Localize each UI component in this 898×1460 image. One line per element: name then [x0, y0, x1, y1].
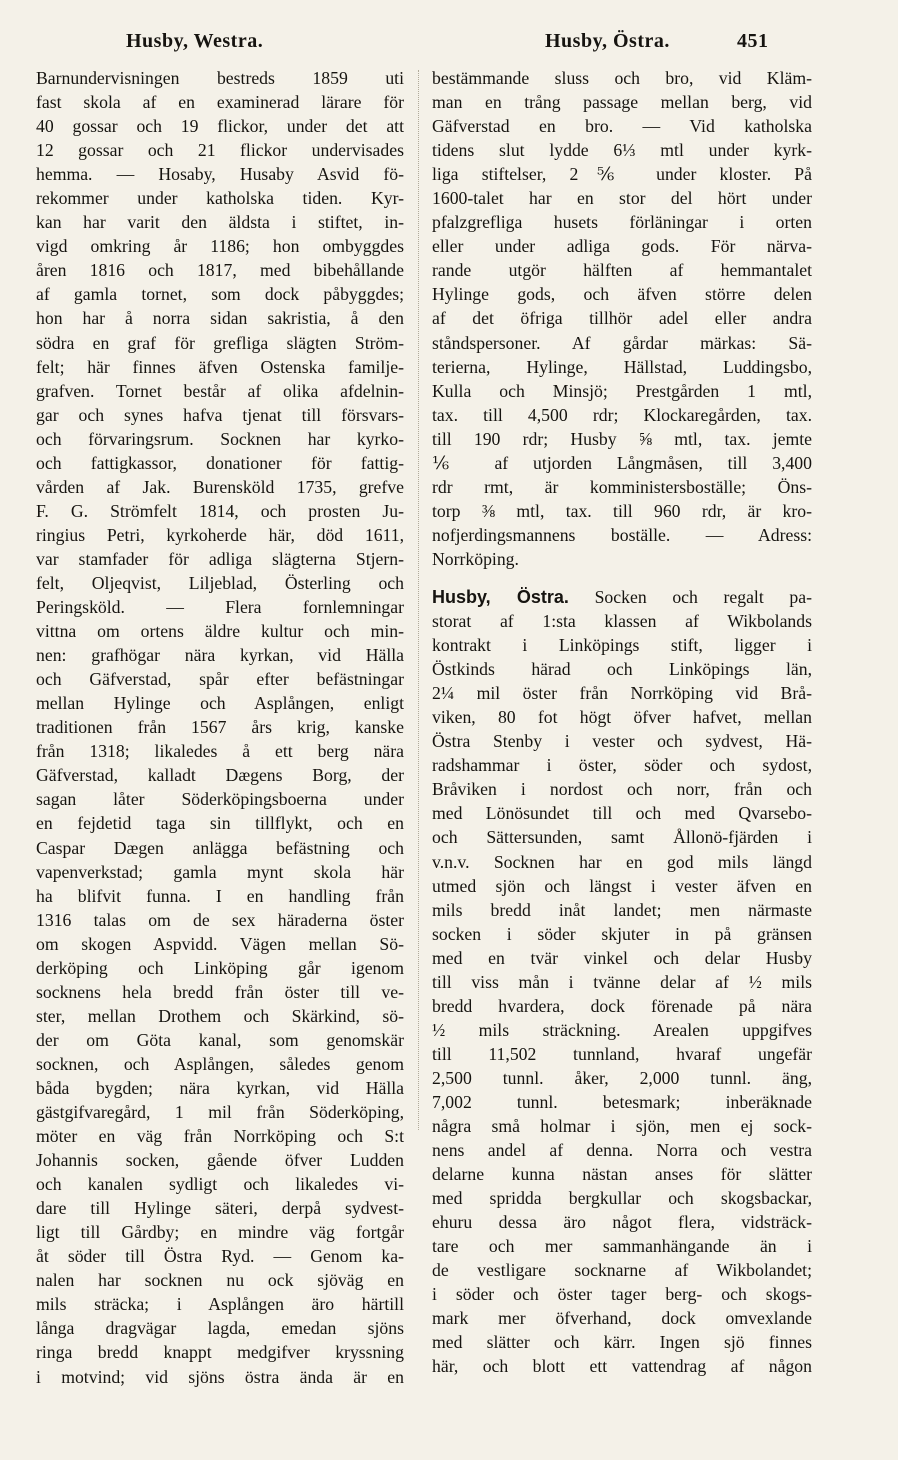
text-line: rande utgör hälften af hemmantalet [432, 260, 812, 281]
text-line: vigd omkring år 1186; hon ombyggdes [36, 236, 404, 257]
right-column-top-text [432, 66, 812, 571]
text-line: till viss mån i tvänne delar af ½ mils [432, 971, 812, 992]
right-column-bottom-text [432, 609, 812, 1379]
text-line: till 11,502 tunnland, hvaraf ungefär [432, 1043, 812, 1064]
text-line: Hylinge gods, och äfven större delen [432, 284, 812, 305]
text-line: Kulla och Minsjö; Prestgården 1 mtl, [432, 380, 812, 401]
text-line: tidens slut lydde 6⅓ mtl under kyrk- [432, 140, 812, 161]
text-line: dare till Hylinge säteri, derpå sydvest- [36, 1198, 404, 1219]
section-first-line-text: Socken och regalt pa- [594, 586, 812, 607]
text-line: ståndspersoner. Af gårdar märkas: Sä- [432, 332, 812, 353]
text-line: till 190 rdr; Husby ⅝ mtl, tax. jemte [432, 428, 812, 449]
text-line: rekommer under katholska tiden. Kyr- [36, 188, 404, 209]
text-line: F. G. Strömfelt 1814, och prosten Ju- [36, 500, 404, 521]
text-line: en fejdetid taga sin tillflykt, och en [36, 813, 404, 834]
text-line: man en trång passage mellan berg, vid [432, 92, 812, 113]
section-heading: Husby, Östra. [432, 586, 569, 607]
text-line: ster, mellan Drothem och Skärkind, sö- [36, 1005, 404, 1026]
text-line: ½ mils sträckning. Arealen uppgifves [432, 1019, 812, 1040]
text-line: vården af Jak. Burensköld 1735, grefve [36, 476, 404, 497]
text-line: och förvaringsrum. Socknen har kyrko- [36, 428, 404, 449]
text-line: traditionen från 1567 års krig, kanske [36, 717, 404, 738]
text-line: med en tvär vinkel och delar Husby [432, 947, 812, 968]
text-line: i söder och öster tager berg- och skogs- [432, 1284, 812, 1305]
text-line: var stamfader för adliga slägterna Stjern- [36, 548, 404, 569]
text-line: och kanalen sydligt och likaledes vi- [36, 1174, 404, 1195]
text-line: Johannis socken, gående öfver Ludden [36, 1150, 404, 1171]
text-line: 2,500 tunnl. åker, 2,000 tunnl. äng, [432, 1067, 812, 1088]
text-line: möter en väg från Norrköping och S:t [36, 1126, 404, 1147]
text-line: hon har å norra sidan sakristia, å den [36, 308, 404, 329]
text-line: 1600-talet har en stor del hört under [432, 188, 812, 209]
text-line: rdr rmt, är komministersboställe; Öns- [432, 476, 812, 497]
text-line: ringa bredd knappt medgifver kryssning [36, 1342, 404, 1363]
text-line: Bråviken i nordost och norr, från och [432, 779, 812, 800]
text-line: nofjerdingsmannens boställe. — Adress: [432, 524, 812, 545]
text-line: ringius Petri, kyrkoherde här, död 1611, [36, 524, 404, 545]
text-line: socknen, och Asplången, således genom [36, 1053, 404, 1074]
text-line: ligt till Gårdby; en mindre väg fortgår [36, 1222, 404, 1243]
text-line: bestämmande sluss och bro, vid Kläm- [432, 68, 812, 88]
running-header [0, 30, 898, 60]
header-left-title: Husby, Westra. [126, 30, 264, 52]
text-line: de vestligare socknarne af Wikbolandet; [432, 1260, 812, 1281]
text-line: med slätter och kärr. Ingen sjö finnes [432, 1332, 812, 1353]
text-line: tax. till 4,500 rdr; Klockaregården, tax. [432, 404, 812, 425]
text-line: 7,002 tunnl. betesmark; inberäknade [432, 1091, 812, 1112]
text-line: eller under adliga gods. För närva- [432, 236, 812, 257]
text-line: södra en graf för grefliga slägten Ström- [36, 332, 404, 353]
text-line: Barnundervisningen bestreds 1859 uti [36, 68, 404, 88]
text-line: åren 1816 och 1817, med bibehållande [36, 260, 404, 281]
text-line: båda bygden; nära kyrkan, vid Hälla [36, 1077, 404, 1098]
text-line: med Lönösundet till och med Qvarsebo- [432, 803, 812, 824]
text-line: 1316 talas om de sex häraderna öster [36, 909, 404, 930]
text-line: Östra Stenby i vester och sydvest, Hä- [432, 731, 812, 752]
text-line: Gäfverstad en bro. — Vid katholska [432, 116, 812, 137]
text-line: ha blifvit funna. I en handling från [36, 885, 404, 906]
text-line: v.n.v. Socknen har en god mils längd [432, 851, 812, 872]
text-line: Gäfverstad, kalladt Dægens Borg, der [36, 765, 404, 786]
text-line: 12 gossar och 21 flickor undervisades [36, 140, 404, 161]
text-line: sagan låter Söderköpingsboerna under [36, 789, 404, 810]
text-line: 2¼ mil öster från Norrköping vid Brå- [432, 683, 812, 704]
text-line: pfalzgrefliga husets förläningar i orten [432, 212, 812, 233]
text-line: socknens hela bredd från öster till ve- [36, 981, 404, 1002]
text-line: här, och blott ett vattendrag af någon [432, 1356, 812, 1377]
left-column [36, 66, 404, 1389]
text-line: terierna, Hylinge, Hällstad, Luddingsbo, [432, 356, 812, 377]
text-line: felt; här finnes äfven Ostenska familje- [36, 356, 404, 377]
text-line: några små holmar i sjön, men ej sock- [432, 1116, 812, 1137]
text-line: tare och mer sammanhängande än i [432, 1236, 812, 1257]
text-line: mellan Hylinge och Asplången, enligt [36, 693, 404, 714]
text-line: långa dragvägar lagda, emedan sjöns [36, 1318, 404, 1339]
text-line: om skogen Aspvidd. Vägen mellan Sö- [36, 933, 404, 954]
text-line: nen: grafhögar nära kyrkan, vid Hälla [36, 645, 404, 666]
text-line: hemma. — Hosaby, Husaby Asvid fö- [36, 164, 404, 185]
text-line: åt söder till Östra Ryd. — Genom ka- [36, 1246, 404, 1267]
section-first-line [432, 585, 812, 609]
text-line: Norrköping. [432, 548, 519, 569]
text-line: af det öfriga tillhör adel eller andra [432, 308, 812, 329]
text-line: nalen har socknen nu ock sjöväg en [36, 1270, 404, 1291]
section-gap [432, 571, 812, 585]
text-line: vapenverkstad; gamla mynt skola här [36, 861, 404, 882]
text-line: socken i söder skjuter in på gränsen [432, 923, 812, 944]
text-line: 40 gossar och 19 flickor, under det att [36, 116, 404, 137]
text-line: storat af 1:sta klassen af Wikbolands [432, 611, 812, 632]
page-number: 451 [737, 30, 769, 52]
text-line: och Gäfverstad, spår efter befästningar [36, 669, 404, 690]
text-line: ehuru dessa äro något flera, vidsträck- [432, 1212, 812, 1233]
text-line: felt, Oljeqvist, Liljeblad, Österling och [36, 572, 404, 593]
text-line: vittna om ortens äldre kultur och min- [36, 621, 404, 642]
text-line: och fattigkassor, donationer för fattig- [36, 452, 404, 473]
text-line: derköping och Linköping går igenom [36, 957, 404, 978]
text-line: gästgifvaregård, 1 mil från Söderköping, [36, 1102, 404, 1123]
text-line: fast skola af en examinerad lärare för [36, 92, 404, 113]
text-line: grafven. Tornet består af olika afdelnin- [36, 380, 404, 401]
text-line: mils bredd inåt landet; men närmaste [432, 899, 812, 920]
text-line: från 1318; likaledes å ett berg nära [36, 741, 404, 762]
text-line: och Sättersunden, samt Ållonö-fjärden i [432, 827, 812, 848]
text-line: nens andel af denna. Norra och vestra [432, 1140, 812, 1161]
text-line: liga stiftelser, 2⅚ under kloster. På [432, 164, 812, 185]
text-line: gar och synes hafva tjenat till försvars- [36, 404, 404, 425]
text-line: mils sträcka; i Asplången äro härtill [36, 1294, 404, 1315]
header-right-title: Husby, Östra. [545, 30, 670, 52]
text-line: mark mer öfverhand, dock omvexlande [432, 1308, 812, 1329]
text-line: torp ⅜ mtl, tax. till 960 rdr, är kro- [432, 500, 812, 521]
text-line: ⅙ af utjorden Långmåsen, till 3,400 [432, 452, 812, 473]
text-line: delarne kunna nästan anses för slätter [432, 1164, 812, 1185]
text-line: utmed sjön och längst i vester äfven en [432, 875, 812, 896]
text-line: radshammar i öster, söder och sydost, [432, 755, 812, 776]
text-line: viken, 80 fot högt öfver hafvet, mellan [432, 707, 812, 728]
text-line: i motvind; vid sjöns östra ända är en [36, 1366, 404, 1387]
text-line: kontrakt i Linköpings stift, ligger i [432, 635, 812, 656]
text-line: der om Göta kanal, som genomskär [36, 1029, 404, 1050]
text-line: af gamla tornet, som dock påbyggdes; [36, 284, 404, 305]
right-column [432, 66, 812, 1379]
text-line: Caspar Dægen anlägga befästning och [36, 837, 404, 858]
text-line: Östkinds härad och Linköpings län, [432, 659, 812, 680]
text-line: med spridda bergkullar och skogsbackar, [432, 1188, 812, 1209]
text-line: Peringsköld. — Flera fornlemningar [36, 597, 404, 618]
text-line: bredd hvardera, dock förenade på nära [432, 995, 812, 1016]
column-divider [418, 70, 419, 1130]
text-line: kan har varit den äldsta i stiftet, in- [36, 212, 404, 233]
